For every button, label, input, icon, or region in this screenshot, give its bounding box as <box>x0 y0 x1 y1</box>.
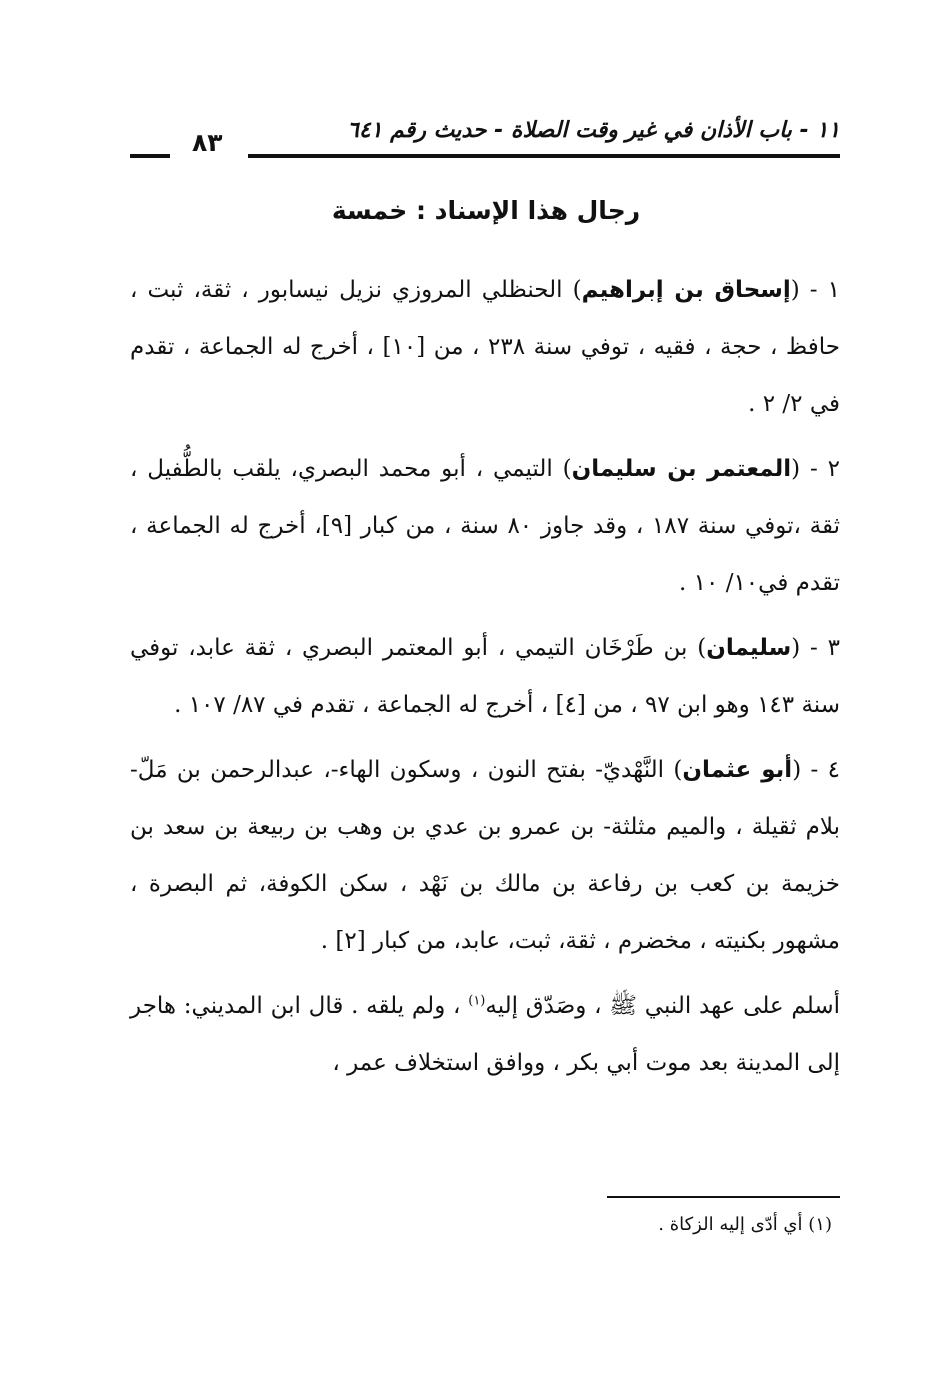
narrator-name: سليمان <box>706 635 792 661</box>
header-rule <box>248 154 840 158</box>
narrator-entry-2 <box>130 441 840 612</box>
section-heading: رجال هذا الإسناد : خمسة <box>331 196 641 225</box>
footnote-rule <box>607 1196 840 1198</box>
bracket-close: ) <box>572 277 582 303</box>
narrator-entry-1 <box>130 262 840 433</box>
footnote-marker: (١) <box>808 1214 832 1235</box>
bracket-close: ) <box>697 635 707 661</box>
footnote <box>658 1214 832 1235</box>
bracket-close: ) <box>673 757 683 783</box>
entry-text: بن طَرْخَان التيمي ، أبو المعتمر البصري ، ثقة عابد، توفي سنة ١٤٣ وهو ابن ٩٧ ، من [٤] ، أخرج له الجماعة ، تقدم في ٨٧/ ١٠٧ . <box>130 635 840 718</box>
footnote-reference[interactable]: (١) <box>468 993 486 1009</box>
entry-text: التيمي ، أبو محمد البصري، يلقب بالطُّفيل ، ثقة ،توفي سنة ١٨٧ ، وقد جاوز ٨٠ سنة ، من كبار [٩]، أخرج له الجماعة ، تقدم في١٠/ ١٠ . <box>130 456 841 596</box>
bracket-close: ) <box>562 456 572 482</box>
entry-number: ٤ - ( <box>792 757 840 783</box>
page-number: ٨٣ <box>192 128 223 157</box>
entry-number: ٣ - ( <box>791 635 840 661</box>
header-title: ١١ - باب الأذان في غير وقت الصلاة - حديث رقم ٦٤١ <box>347 118 840 143</box>
footnote-text: أي أدّى إليه الزكاة . <box>658 1214 803 1235</box>
closing-paragraph <box>130 978 840 1092</box>
closing-text-start: أسلم على عهد النبي ﷺ ، وصَدّق إليه <box>485 993 840 1019</box>
header-dash <box>130 154 170 158</box>
entry-number: ٢ - ( <box>791 456 840 482</box>
narrator-entry-4 <box>130 742 840 970</box>
narrator-name: إسحاق بن إبراهيم <box>581 277 791 303</box>
entry-text: النَّهْديّ- بفتح النون ، وسكون الهاء-، عبدالرحمن بن مَلّ- بلام ثقيلة ، والميم مثلثة- بن عمرو بن عدي بن وهب بن ربيعة بن سعد بن خزيمة بن كعب بن رفاعة بن مالك بن نَهْد ، سكن الكوفة، ثم البصرة ، مشهور بكنيته ، مخضرم ، ثقة، ثبت، عابد، من كبار [٢] . <box>130 757 840 954</box>
narrator-name: المعتمر بن سليمان <box>571 456 792 482</box>
entry-text: الحنظلي المروزي نزيل نيسابور ، ثقة، ثبت ، حافظ ، حجة ، فقيه ، توفي سنة ٢٣٨ ، من [١٠] ، أخرج له الجماعة ، تقدم في ٢/ ٢ . <box>130 277 840 417</box>
narrator-name: أبو عثمان <box>682 757 793 783</box>
narrator-entry-3 <box>130 620 840 734</box>
running-header <box>130 118 840 160</box>
body-text <box>130 262 840 1100</box>
entry-number: ١ - ( <box>790 277 840 303</box>
closing-text-end: ، ولم يلقه . قال ابن المديني: هاجر إلى المدينة بعد موت أبي بكر ، ووافق استخلاف عمر ، <box>130 993 840 1076</box>
